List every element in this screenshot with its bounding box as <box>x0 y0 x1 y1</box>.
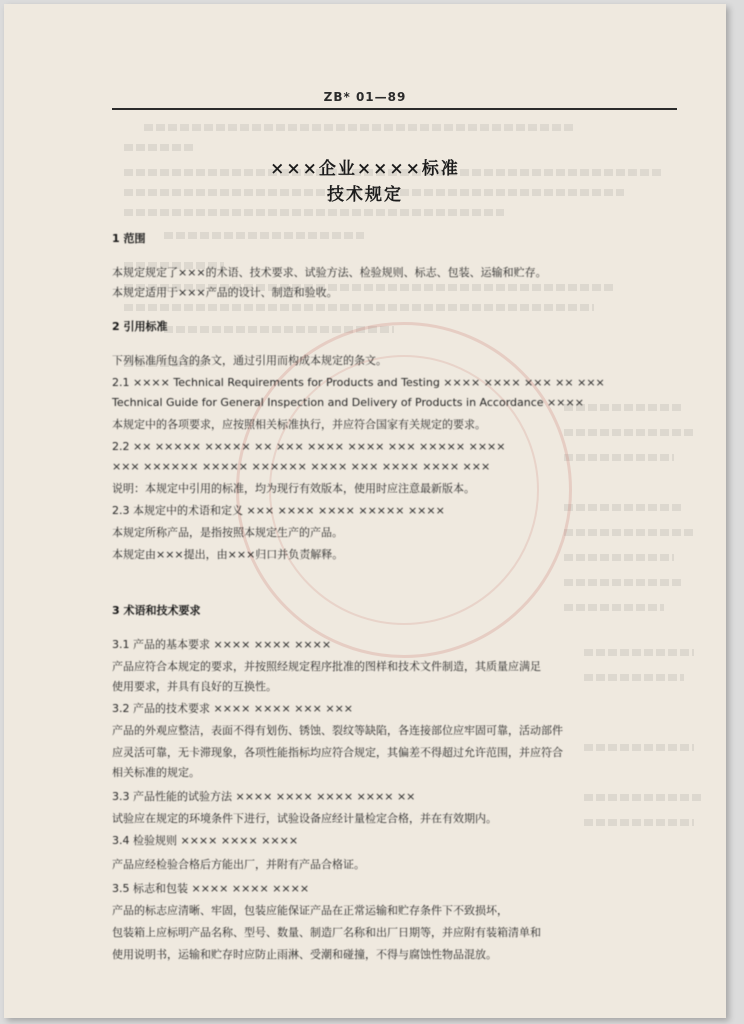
body-line: 使用说明书，运输和贮存时应防止雨淋、受潮和碰撞，不得与腐蚀性物品混放。 <box>112 948 497 961</box>
document-code: ZB* 01—89 <box>323 90 407 104</box>
body-line: 2.2 ×× ××××× ××××× ×× ××× ×××× ×××× ××× ××××× ×××× <box>112 440 506 453</box>
body-line: 本规定由×××提出，由×××归口并负责解释。 <box>112 548 344 561</box>
body-line: 3.1 产品的基本要求 ×××× ×××× ×××× <box>112 638 332 651</box>
section-heading-references: 2 引用标准 <box>112 320 168 333</box>
body-line: 3.4 检验规则 ×××× ×××× ×××× <box>112 834 299 847</box>
body-line: Technical Guide for General Inspection and Delivery of Products in Accordance ×××× <box>112 396 584 409</box>
body-line: 下列标准所包含的条文，通过引用而构成本规定的条文。 <box>112 354 387 367</box>
document-title: ×××企业××××标准 <box>270 159 460 179</box>
body-line: 产品的外观应整洁，表面不得有划伤、锈蚀、裂纹等缺陷，各连接部位应牢固可靠，活动部件 <box>112 724 563 737</box>
body-line: 应灵活可靠，无卡滞现象，各项性能指标均应符合规定，其偏差不得超过允许范围，并应符合 <box>112 746 563 759</box>
body-line: 本规定中的各项要求，应按照相关标准执行，并应符合国家有关规定的要求。 <box>112 418 486 431</box>
body-line: 2.3 本规定中的术语和定义 ××× ×××× ×××× ××××× ×××× <box>112 504 445 517</box>
document-subtitle: 技术规定 <box>327 185 403 205</box>
body-line: ××× ×××××× ××××× ×××××× ×××× ××× ×××× ×××× ××× <box>112 460 491 473</box>
header-rule <box>112 108 677 110</box>
body-line: 本规定规定了×××的术语、技术要求、试验方法、检验规则、标志、包装、运输和贮存。 <box>112 266 547 279</box>
body-line: 2.1 ×××× Technical Requirements for Products and Testing ×××× ×××× ××× ×× ××× <box>112 376 605 389</box>
document-page <box>4 4 726 1018</box>
body-line: 3.3 产品性能的试验方法 ×××× ×××× ×××× ×××× ×× <box>112 790 416 803</box>
body-line: 产品的标志应清晰、牢固，包装应能保证产品在正常运输和贮存条件下不致损坏， <box>112 904 508 917</box>
body-line: 本规定适用于×××产品的设计、制造和验收。 <box>112 286 338 299</box>
body-line: 3.2 产品的技术要求 ×××× ×××× ××× ××× <box>112 702 354 715</box>
body-line: 说明：本规定中引用的标准，均为现行有效版本，使用时应注意最新版本。 <box>112 482 475 495</box>
section-heading-requirements: 3 术语和技术要求 <box>112 604 201 617</box>
body-line: 产品应经检验合格后方能出厂，并附有产品合格证。 <box>112 858 365 871</box>
body-line: 产品应符合本规定的要求，并按照经规定程序批准的图样和技术文件制造，其质量应满足 <box>112 660 541 673</box>
body-line: 3.5 标志和包装 ×××× ×××× ×××× <box>112 882 310 895</box>
body-line: 相关标准的规定。 <box>112 766 200 779</box>
body-line: 本规定所称产品，是指按照本规定生产的产品。 <box>112 526 343 539</box>
section-heading-scope: 1 范围 <box>112 232 146 245</box>
body-line: 使用要求，并具有良好的互换性。 <box>112 680 277 693</box>
body-line: 试验应在规定的环境条件下进行，试验设备应经计量检定合格，并在有效期内。 <box>112 812 497 825</box>
body-line: 包装箱上应标明产品名称、型号、数量、制造厂名称和出厂日期等，并应附有装箱清单和 <box>112 926 541 939</box>
